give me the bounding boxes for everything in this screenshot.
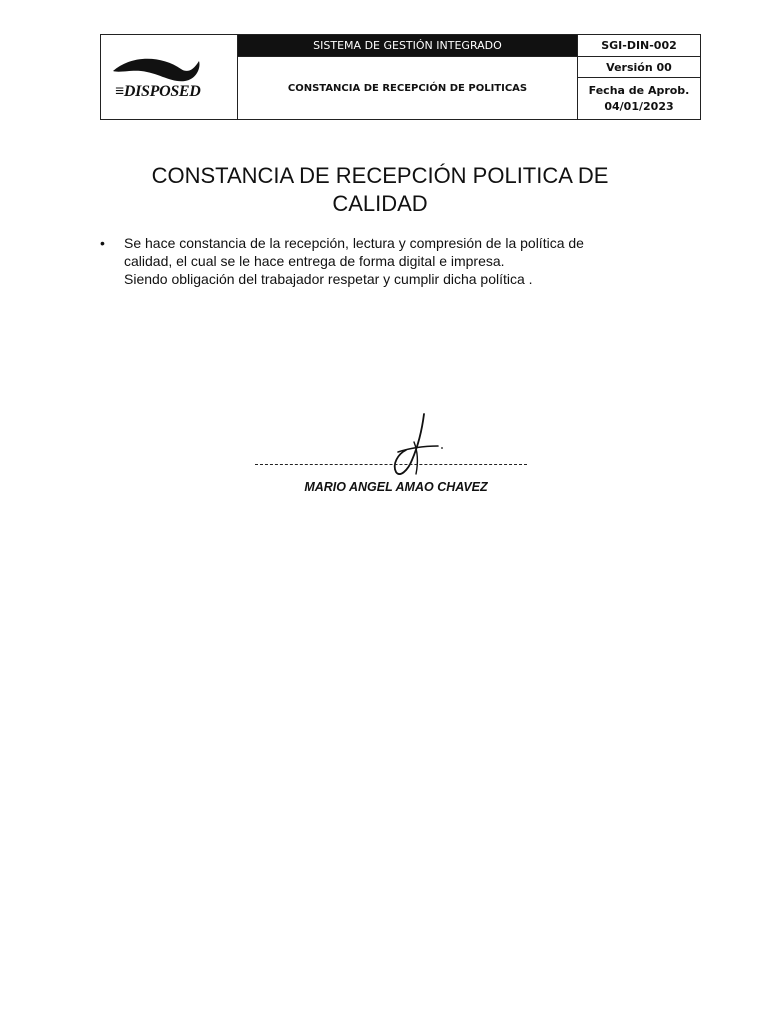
paragraph-line-1: Se hace constancia de la recepción, lectura y compresión de la política de <box>124 235 584 251</box>
approval-label: Fecha de Aprob. <box>588 83 690 97</box>
signature-line <box>255 464 527 465</box>
system-name: SISTEMA DE GESTIÓN INTEGRADO <box>238 35 578 57</box>
logo-text: ≡DISPOSED <box>115 83 201 100</box>
approval-block <box>578 78 700 119</box>
paragraph-text <box>124 234 680 288</box>
approval-date: 04/01/2023 <box>604 99 674 113</box>
signer-name: MARIO ANGEL AMAO CHAVEZ <box>304 480 488 494</box>
bullet-paragraph <box>100 234 680 288</box>
logo-bars-icon: ≡ <box>115 83 124 100</box>
handwritten-signature-icon <box>388 412 448 484</box>
page-title-line-1: CONSTANCIA DE RECEPCIÓN POLITICA DE <box>151 163 609 188</box>
bullet-icon: • <box>100 235 105 251</box>
document-code: SGI-DIN-002 <box>578 35 700 57</box>
document-header-table <box>100 34 701 120</box>
meta-cell <box>578 57 700 119</box>
logo-cell <box>101 35 238 119</box>
paragraph-line-2: calidad, el cual se le hace entrega de forma digital e impresa. <box>124 253 505 269</box>
logo-swoosh-icon <box>111 51 203 87</box>
version-label: Versión 00 <box>578 57 700 78</box>
paragraph-line-3: Siendo obligación del trabajador respetar y cumplir dicha política . <box>124 271 533 287</box>
page-title <box>90 162 670 218</box>
document-title: CONSTANCIA DE RECEPCIÓN DE POLITICAS <box>238 57 578 119</box>
page-title-line-2: CALIDAD <box>332 191 428 216</box>
